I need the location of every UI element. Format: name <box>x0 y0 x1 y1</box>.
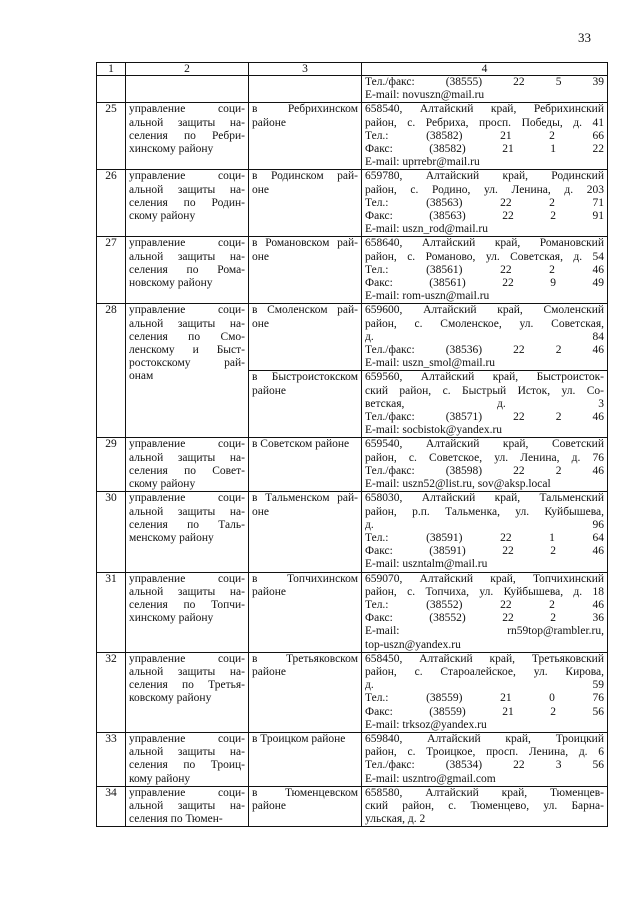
row-number-cell: 31 <box>97 572 126 652</box>
agency-name-line: управление соци- <box>129 786 245 799</box>
address-line: район, с. Родино, ул. Ленина, д. 203 <box>365 183 604 196</box>
agency-name-cell <box>126 76 249 103</box>
agency-name-line: альной защиты на- <box>129 585 245 598</box>
address-contacts-cell <box>362 438 608 492</box>
agency-name-line: хинскому району <box>129 612 214 625</box>
agency-name-line: альной защиты на- <box>129 799 245 812</box>
agency-name-line: ленскому и Быст- <box>129 344 245 357</box>
table-row <box>97 438 608 492</box>
address-line: ветская, д. 3 <box>365 397 604 410</box>
address-contacts-cell <box>362 652 608 732</box>
page-number: 33 <box>578 30 591 45</box>
address-contacts-cell <box>362 103 608 170</box>
address-line: район, с. Староалейское, ул. Кирова, <box>365 665 604 678</box>
address-line: E-mail: socbistok@yandex.ru <box>365 424 503 437</box>
district-line: районе <box>252 116 287 129</box>
agency-name-line: альной защиты на- <box>129 250 245 263</box>
agency-name-line: управление соци- <box>129 492 245 505</box>
address-line: район, с. Смоленское, ул. Советская, <box>365 317 604 330</box>
address-line: 658580, Алтайский край, Тюменцев- <box>365 786 604 799</box>
agency-name-line: скому району <box>129 210 196 223</box>
table-body <box>97 63 608 827</box>
agency-name-cell <box>126 786 249 827</box>
agency-name-line: селения по Родин- <box>129 196 245 209</box>
district-line: в Тюменцевском <box>252 786 358 799</box>
district-line: в Романовском рай- <box>252 237 358 250</box>
agency-name-line: управление соци- <box>129 732 245 745</box>
district-cell <box>249 786 362 827</box>
address-contacts-cell <box>362 237 608 304</box>
district-line: в Тальменском рай- <box>252 492 358 505</box>
agency-name-line: альной защиты на- <box>129 746 245 759</box>
column-number-cell: 2 <box>126 63 249 76</box>
address-line: район, с. Ребриха, просп. Победы, д. 41 <box>365 116 604 129</box>
address-line: Тел./факс: (38555) 22 5 39 <box>365 76 604 88</box>
address-line: Тел.: (38582) 21 2 66 <box>365 129 604 142</box>
agency-name-cell <box>126 170 249 237</box>
agency-name-cell <box>126 103 249 170</box>
address-line: 659840, Алтайский край, Троицкий <box>365 732 604 745</box>
agency-name-line: управление соци- <box>129 170 245 183</box>
row-number-cell: 28 <box>97 304 126 438</box>
address-line: 659560, Алтайский край, Быстроисток- <box>365 371 604 384</box>
agency-name-line: управление соци- <box>129 652 245 665</box>
agency-name-line: управление соци- <box>129 304 245 317</box>
agency-name-cell <box>126 652 249 732</box>
agency-name-line: селения по Рома- <box>129 263 245 276</box>
address-line: район, с. Троицкое, просп. Ленина, д. 6 <box>365 746 604 759</box>
table-row <box>97 652 608 732</box>
agency-name-line: селения по Ребри- <box>129 129 245 142</box>
row-number-cell: 26 <box>97 170 126 237</box>
row-number-cell: 25 <box>97 103 126 170</box>
address-line: E-mail: uszntalm@mail.ru <box>365 558 488 571</box>
address-line: E-mail: uszn_rod@mail.ru <box>365 223 489 236</box>
district-line: в Советском районе <box>252 438 350 451</box>
agency-name-line: управление соци- <box>129 237 245 250</box>
agency-name-line: скому району <box>129 478 196 491</box>
agency-name-line: хинскому району <box>129 143 214 156</box>
address-line: Тел./факс: (38571) 22 2 46 <box>365 411 604 424</box>
address-line: 658030, Алтайский край, Тальменский <box>365 492 604 505</box>
address-line: Факс: (38582) 21 1 22 <box>365 143 604 156</box>
row-number-cell: 30 <box>97 492 126 572</box>
district-cell <box>249 237 362 304</box>
address-line: Факс: (38591) 22 2 46 <box>365 545 604 558</box>
address-line: Тел.: (38591) 22 1 64 <box>365 531 604 544</box>
district-line: в Быстроистокском <box>252 371 358 384</box>
agency-name-line: управление соци- <box>129 103 245 116</box>
address-line: Тел.: (38563) 22 2 71 <box>365 196 604 209</box>
agency-name-line: селения по Топчи- <box>129 598 245 611</box>
agency-name-line: альной защиты на- <box>129 317 245 330</box>
district-line: в Ребрихинском <box>252 103 358 116</box>
agency-name-line: ростокскому рай- <box>129 357 245 370</box>
address-line: ский район, с. Быстрый Исток, ул. Со- <box>365 384 604 397</box>
district-line: районе <box>252 384 287 397</box>
district-line: в Троицком районе <box>252 732 346 745</box>
agency-name-line: ковскому району <box>129 692 212 705</box>
address-line: E-mail: novuszn@mail.ru <box>365 89 485 102</box>
address-contacts-cell <box>362 170 608 237</box>
table-row <box>97 572 608 652</box>
agency-name-line: альной защиты на- <box>129 451 245 464</box>
agency-name-line: селения по Совет- <box>129 464 245 477</box>
address-contacts-cell <box>362 786 608 827</box>
address-contacts-cell <box>362 492 608 572</box>
agency-name-line: селения по Тюмен- <box>129 813 223 826</box>
column-number-cell: 4 <box>362 63 608 76</box>
agency-name-line: селения по Третья- <box>129 679 245 692</box>
agency-name-line: новскому району <box>129 277 213 290</box>
district-cell <box>249 371 362 438</box>
address-line: E-mail: uszntro@gmail.com <box>365 772 496 785</box>
address-line: Факс: (38561) 22 9 49 <box>365 277 604 290</box>
address-line: E-mail: rom-uszn@mail.ru <box>365 290 490 303</box>
row-number-cell <box>97 76 126 103</box>
column-number-row <box>97 63 608 76</box>
district-line: районе <box>252 665 287 678</box>
address-line: top-uszn@yandex.ru <box>365 638 461 651</box>
agency-name-line: селения по Таль- <box>129 518 245 531</box>
address-line: Факс: (38563) 22 2 91 <box>365 210 604 223</box>
agency-name-line: селения по Троиц- <box>129 759 245 772</box>
address-line: E-mail: uszn_smol@mail.ru <box>365 357 496 370</box>
district-cell <box>249 732 362 786</box>
address-line: Тел./факс: (38598) 22 2 46 <box>365 464 604 477</box>
district-line: оне <box>252 317 270 330</box>
agency-name-line: селения по Смо- <box>129 330 245 343</box>
district-line: в Третьяковском <box>252 652 358 665</box>
address-line: Тел.: (38552) 22 2 46 <box>365 598 604 611</box>
agency-name-cell <box>126 732 249 786</box>
address-line: д. 59 <box>365 679 604 692</box>
social-protection-offices-table <box>96 62 608 827</box>
district-line: в Смоленском рай- <box>252 304 358 317</box>
agency-name-line: управление соци- <box>129 572 245 585</box>
address-contacts-cell <box>362 572 608 652</box>
address-line: Тел.: (38561) 22 2 46 <box>365 263 604 276</box>
district-line: оне <box>252 505 270 518</box>
agency-name-line: кому району <box>129 772 191 785</box>
row-number-cell: 33 <box>97 732 126 786</box>
address-line: 659780, Алтайский край, Родинский <box>365 170 604 183</box>
agency-name-cell <box>126 237 249 304</box>
district-cell <box>249 438 362 492</box>
agency-name-cell <box>126 492 249 572</box>
table-row <box>97 492 608 572</box>
address-contacts-cell <box>362 732 608 786</box>
address-line: 659070, Алтайский край, Топчихинский <box>365 572 604 585</box>
address-line: Тел./факс: (38536) 22 2 46 <box>365 344 604 357</box>
district-cell <box>249 652 362 732</box>
district-line: районе <box>252 799 287 812</box>
address-line: район, с. Романово, ул. Советская, д. 54 <box>365 250 604 263</box>
address-line: 658540, Алтайский край, Ребрихинский <box>365 103 604 116</box>
address-line: Тел.: (38559) 21 0 76 <box>365 692 604 705</box>
address-line: 658450, Алтайский край, Третьяковский <box>365 652 604 665</box>
agency-name-line: онам <box>129 370 154 383</box>
agency-name-line: альной защиты на- <box>129 665 245 678</box>
district-line: оне <box>252 183 270 196</box>
address-contacts-cell <box>362 304 608 371</box>
district-line: в Топчихинском <box>252 572 358 585</box>
district-line: районе <box>252 585 287 598</box>
address-line: Тел./факс: (38534) 22 3 56 <box>365 759 604 772</box>
table-row <box>97 786 608 827</box>
address-line: E-mail: rn59top@rambler.ru, <box>365 625 604 638</box>
row-number-cell: 29 <box>97 438 126 492</box>
agency-name-line: альной защиты на- <box>129 505 245 518</box>
row-number-cell: 32 <box>97 652 126 732</box>
address-line: ский район, с. Тюменцево, ул. Барна- <box>365 799 604 812</box>
district-cell <box>249 103 362 170</box>
agency-name-cell <box>126 572 249 652</box>
agency-name-line: альной защиты на- <box>129 116 245 129</box>
address-contacts-cell <box>362 371 608 438</box>
agency-name-line: управление соци- <box>129 438 245 451</box>
address-line: район, с. Топчиха, ул. Куйбышева, д. 18 <box>365 585 604 598</box>
address-line: д. 96 <box>365 518 604 531</box>
column-number-cell: 1 <box>97 63 126 76</box>
address-line: 659540, Алтайский край, Советский <box>365 438 604 451</box>
district-line: в Родинском рай- <box>252 170 358 183</box>
district-line: оне <box>252 250 270 263</box>
row-number-cell: 27 <box>97 237 126 304</box>
agency-name-cell <box>126 438 249 492</box>
table-row <box>97 732 608 786</box>
address-line: Факс: (38559) 21 2 56 <box>365 705 604 718</box>
address-line: 658640, Алтайский край, Романовский <box>365 237 604 250</box>
agency-name-cell <box>126 304 249 438</box>
table-row <box>97 103 608 170</box>
address-line: ульская, д. 2 <box>365 813 426 826</box>
address-line: E-mail: trksoz@yandex.ru <box>365 718 487 731</box>
table-row <box>97 304 608 371</box>
district-cell <box>249 572 362 652</box>
district-cell <box>249 76 362 103</box>
agency-name-line: менскому району <box>129 531 214 544</box>
address-line: д. 84 <box>365 330 604 343</box>
district-cell <box>249 170 362 237</box>
address-line: район, с. Советское, ул. Ленина, д. 76 <box>365 451 604 464</box>
district-cell <box>249 304 362 371</box>
table-row <box>97 170 608 237</box>
address-contacts-cell <box>362 76 608 103</box>
address-line: E-mail: uszn52@list.ru, sov@aksp.local <box>365 478 551 491</box>
row-number-cell: 34 <box>97 786 126 827</box>
address-line: Факс: (38552) 22 2 36 <box>365 612 604 625</box>
table-row <box>97 76 608 103</box>
address-line: район, р.п. Тальменка, ул. Куйбышева, <box>365 505 604 518</box>
district-cell <box>249 492 362 572</box>
agency-name-line: альной защиты на- <box>129 183 245 196</box>
column-number-cell: 3 <box>249 63 362 76</box>
address-line: 659600, Алтайский край, Смоленский <box>365 304 604 317</box>
address-line: E-mail: uprrebr@mail.ru <box>365 156 480 169</box>
table-row <box>97 237 608 304</box>
